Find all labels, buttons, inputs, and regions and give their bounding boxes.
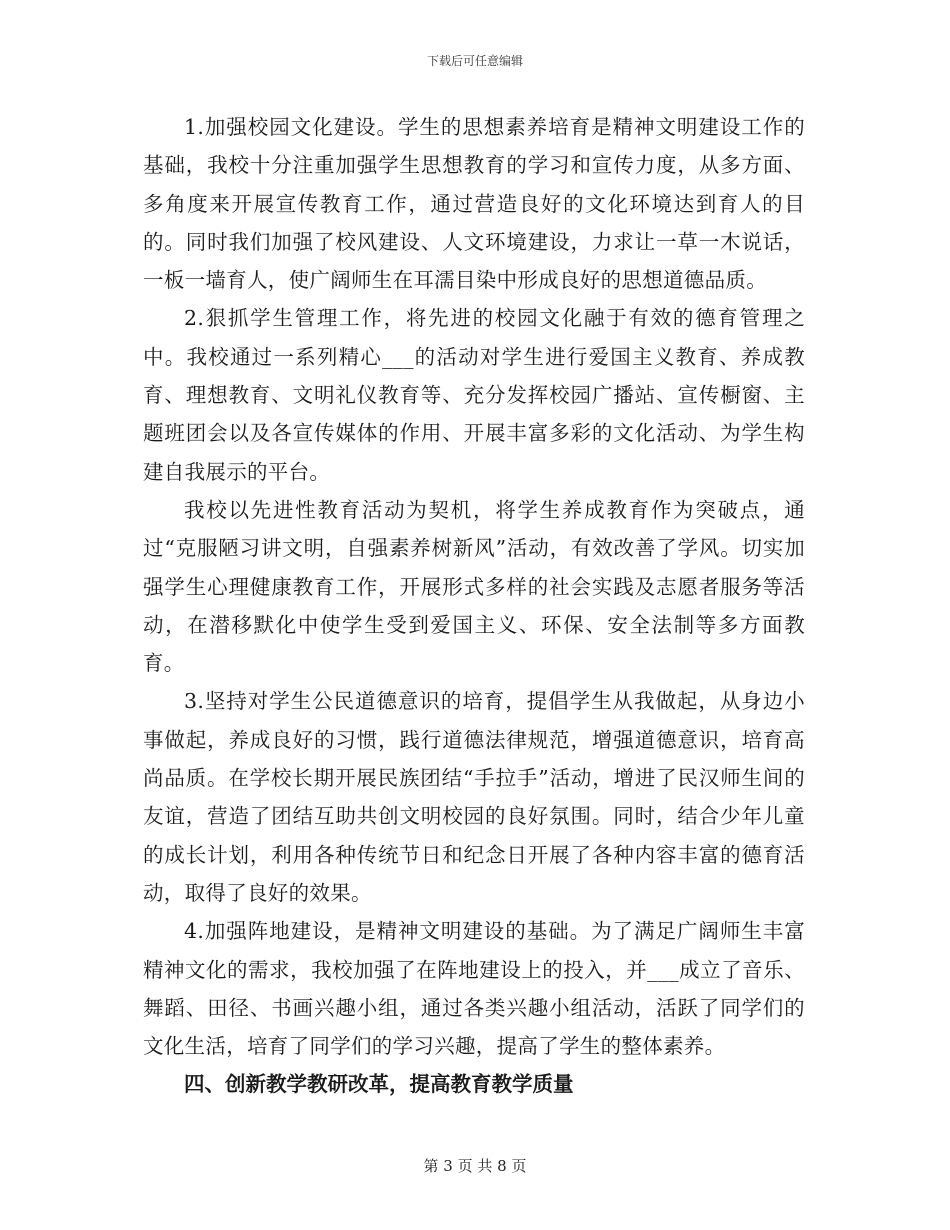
- section-heading: 四、创新教学教研改革，提高教育教学质量: [184, 1072, 574, 1097]
- paragraph-moral-awareness: 3.坚持对学生公民道德意识的培育，提倡学生从我做起，从身边小事做起，养成良好的习惯，践行道德法律规范，增强道德意识，培育高尚品质。在学校长期开展民族团结“手拉手”活动，增进了民汉师生间的友谊，营造了团结互助共创文明校园的良好氛围。同时，结合少年儿童的成长计划，利用各种传统节日和纪念日开展了各种内容丰富的德育活动，取得了良好的效果。: [143, 689, 805, 905]
- page-number: 第 3 页 共 8 页: [423, 1157, 527, 1175]
- paragraph-position-building: 4.加强阵地建设，是精神文明建设的基础。为了满足广阔师生丰富精神文化的需求，我校加强了在阵地建设上的投入，并___成立了音乐、舞蹈、田径、书画兴趣小组，通过各类兴趣小组活动，活跃了同学们的文化生活，培育了同学们的学习兴趣，提高了学生的整体素养。: [143, 919, 805, 1059]
- document-body: [143, 108, 805, 1104]
- header-note: 下载后可任意编辑: [426, 54, 523, 68]
- paragraph-education-activities: 我校以先进性教育活动为契机，将学生养成教育作为突破点，通过“克服陋习讲文明，自强素养树新风”活动，有效改善了学风。切实加强学生心理健康教育工作，开展形式多样的社会实践及志愿者服务等活动，在潜移默化中使学生受到爱国主义、环保、安全法制等多方面教育。: [143, 497, 805, 676]
- paragraph-campus-culture: 1.加强校园文化建设。学生的思想素养培育是精神文明建设工作的基础，我校十分注重加强学生思想教育的学习和宣传力度，从多方面、多角度来开展宣传教育工作，通过营造良好的文化环境达到育人的目的。同时我们加强了校风建设、人文环境建设，力求让一草一木说话，一板一墙育人，使广阔师生在耳濡目染中形成良好的思想道德品质。: [143, 115, 805, 293]
- paragraph-student-management: 2.狠抓学生管理工作，将先进的校园文化融于有效的德育管理之中。我校通过一系列精心___的活动对学生进行爱国主义教育、养成教育、理想教育、文明礼仪教育等、充分发挥校园广播站、宣传橱窗、主题班团会以及各宣传媒体的作用、开展丰富多彩的文化活动、为学生构建自我展示的平台。: [143, 306, 805, 484]
